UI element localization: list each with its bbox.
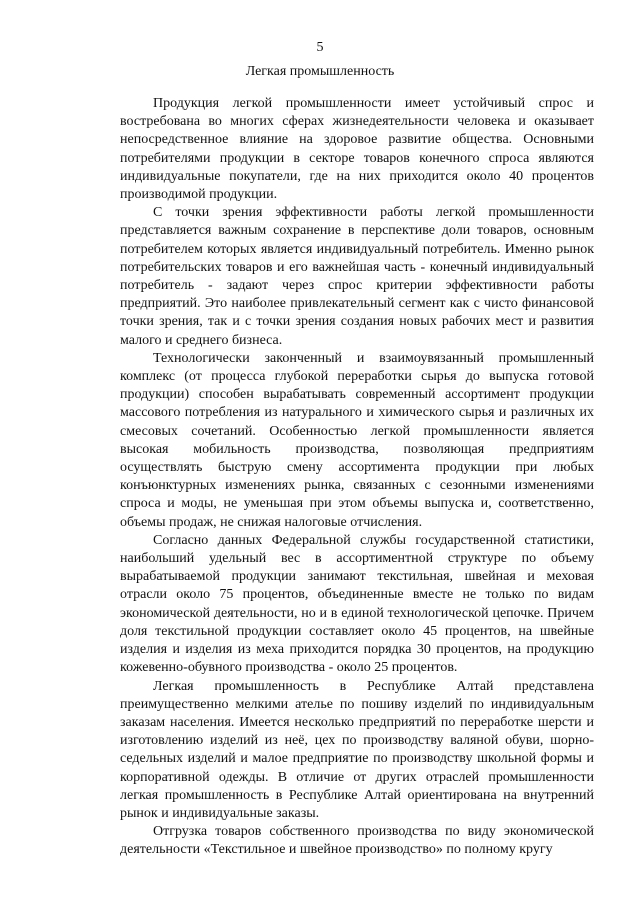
paragraph-technology: Технологически законченный и взаимоувязанный промышленный комплекс (от процесса глубокой переработки сырья до выпуска готовой продукции) способен вырабатывать современный ассортимент продукции массового потребления из натурального и химического сырья и различных их смесовых сочетаний. Особенностью легкой промышленности является высокая мобильность производства, позволяющая предприятиям осуществлять быструю смену ассортимента продукции при любых конъюнктурных изменениях рынка, связанных с сезонными изменениями спроса и моды, не уменьшая при этом объемы выпуска и, соответственно, объемы продаж, не снижая налоговые отчисления. bbox=[120, 350, 594, 530]
paragraph-demand: Продукция легкой промышленности имеет устойчивый спрос и востребована во многих сферах жизнедеятельности человека и оказывает непосредственное влияние на здоровое развитие общества. Основными потребителями продукции в секторе товаров конечного спроса являются индивидуальные покупатели, где на них приходится около 40 процентов производимой продукции. bbox=[120, 96, 594, 203]
page-number: 5 bbox=[316, 40, 324, 55]
section-title: Легкая промышленность bbox=[245, 64, 395, 79]
paragraph-shipment: Отгрузка товаров собственного производства по виду экономической деятельности «Текстильное и швейное производство» по полному кругу bbox=[120, 824, 594, 858]
body-text bbox=[120, 95, 594, 860]
paragraph-altai: Легкая промышленность в Республике Алтай представлена преимущественно мелкими ателье по пошиву изделий по индивидуальным заказам населения. Имеется несколько предприятий по переработке шерсти и изготовлению изделий из неё, цех по производству валяной обуви, шорно-седельных изделий и малое предприятие по производству школьной формы и корпоративной одежды. В отличие от других отраслей промышленности легкая промышленность в Республике Алтай ориентирована на внутренний рынок и индивидуальные заказы. bbox=[120, 678, 594, 821]
paragraph-statistics: Согласно данных Федеральной службы государственной статистики, наибольший удельный вес в ассортиментной структуре по объему вырабатываемой продукции занимают текстильная, швейная и меховая отрасли около 75 процентов, объединенные вместе не только по видам экономической деятельности, но и в единой технологической цепочке. Причем доля текстильной продукции составляет около 45 процентов, на швейные изделия и изделия из меха приходится порядка 30 процентов, на продукцию кожевенно-обувного производства - около 25 процентов. bbox=[120, 532, 594, 676]
paragraph-efficiency: С точки зрения эффективности работы легкой промышленности представляется важным сохранение в перспективе доли товаров, основным потребителем которых является индивидуальный потребитель. Именно рынок потребительских товаров и его важнейшая часть - конечный индивидуальный потребитель - задают через спрос критерии эффективности работы предприятий. Это наиболее привлекательный сегмент как с чисто финансовой точки зрения, так и с точки зрения создания новых рабочих мест и развития малого и среднего бизнеса. bbox=[120, 205, 594, 348]
